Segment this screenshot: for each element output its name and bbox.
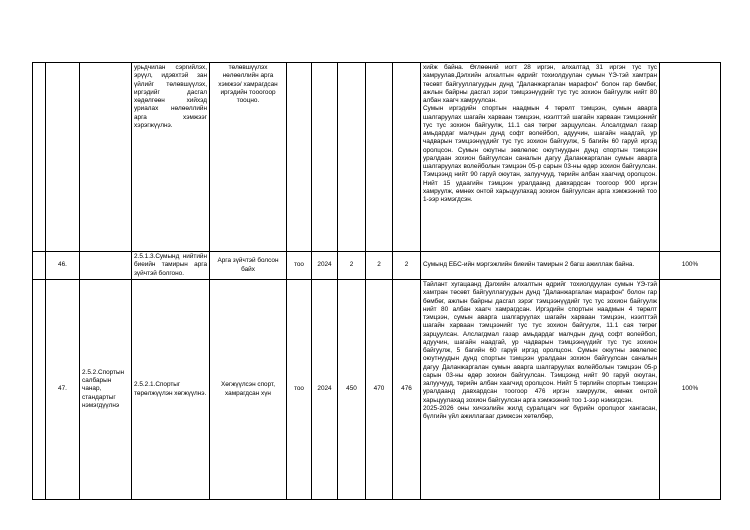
row-spacer [33, 63, 46, 252]
year-cell: 2024 [312, 252, 338, 280]
direction-cell: 2.5.2.Спортын салбарын чанар, стандартыг нэмэгдүүлнэ [80, 280, 132, 500]
table-row [33, 280, 721, 500]
actual-cell [393, 63, 421, 252]
unit-cell [287, 63, 312, 252]
table-row [33, 252, 721, 280]
row-number [46, 63, 80, 252]
indicator-cell: төлөвшүүлэх нөлөөллийн арга хэмжээ/ хамрагдсан иргэдийн тооогоор тооцно. [210, 63, 287, 252]
year-cell [312, 63, 338, 252]
indicator-cell: Хөгжүүлсэн спорт, хамрагдсан хүн [210, 280, 287, 500]
actual-cell: 2 [393, 252, 421, 280]
unit-cell: тоо [287, 280, 312, 500]
activity-cell: 2.5.2.1.Спортыг төрөлжүүлэн хөгжүүлнэ. [132, 280, 210, 500]
target-cell: 470 [366, 280, 393, 500]
plan-report-table [32, 62, 721, 500]
percent-cell: 100% [660, 252, 721, 280]
report-cell: хийж байна. Өглөөний иогт 28 иргэн, алхалтад 31 иргэн тус тус хамруулав.Дэлхийн алхалтын өдрийг тохиолдуулан сумын ҮЭ-тэй хамтран төсөвт байгууллагуудын дунд "Даланжаргалан марафон" болон гар бөмбөг, ажлын байрны дасгал зэрэг тэмцээнүүдийг тус тус зохион байгуулж нийт 80 албан хаагч хамруулсан. Сумын иргэдийн спортын наадмын 4 төрөлт тэмцээн, сумын аварга шалгаруулах шагайн харваан тэмцээн, нээлттэй шагайн харваан тэмцээнийг тус тус зохион байгуулж, 11.1 сая төгрөг зарцуулсан. Алсалгдмал газар амьдардаг малчдын дунд софт волейбол, адуучин, шагайн наадгай, ур чадварын тэмцээнүүдийг тус тус зохион байгуулж, 5 багийн 60 гаруй иргэд оролцсон. Сумын оюутны зөвлөлөс оюутнуудын дунд спортын тэмцээн уралдаан зохион байгуулсан саналын дагуу Даланжаргалан сумын аварга шалгаруулах волейболын тэмцээн 05-р сарын 03-ны өдөр зохион байгуулсан. Тэмцээнд нийт 90 гаруй оюутан, залуучууд, төрийн албан хаагчид оролцсон. Нийт 15 удаагийн тэмцээн уралдаанд давхардсан тоогоор 900 иргэн хамруулж, өмнөх онтой харьцуулахад зохион байгуулсан арга хэмжээний тоо 1-ээр нэмэгдсэн. [421, 63, 660, 252]
percent-cell [660, 63, 721, 252]
activity-cell: 2.5.1.3.Сумынд нийтийн биеийн тамирын арга зүйчтэй болгоно. [132, 252, 210, 280]
baseline-cell: 2 [338, 252, 366, 280]
indicator-cell: Арга зүйчтэй болсон байх [210, 252, 287, 280]
report-cell: Тайлант хугацаанд Дэлхийн алхалтын өдрийг тохиолдуулан сумын ҮЭ-тэй хамтран төсөвт байгууллагуудын дунд "Даланжаргалан марафон" болон гар бөмбөг, ажлын байрны дасгал зэрэг тэмцээнүүдийг тус тус зохион байгуулж нийт 80 албан хаагч хамрагдсан. Иргэдийн спортын наадмын 4 төрөлт тэмцээн, сумын аварга шалгаруулах шагайн харваан тэмцээн, нээлттэй шагайн харваан тэмцээнийг тус тус зохион байгуулж, 11.1 сая төгрөг зарцуулсан. Алслагдмал газар амьдардаг малчдын дунд софт волейбол, адуучин, шагайн наадгай, ур чадварын тэмцээнүүдийг тус тус зохион байгуулж, 5 багийн 60 гаруй иргэд оролцсон. Сумын оюутны зөвлөлөс оюутнуудын дунд спортын тэмцээн уралдаан зохион байгуулсан саналын дагуу Даланжаргалан сумын аварга шалгаруулах волейболын тэмцээн 05-р сарын 03-ны өдөр зохион байгуулсан. Тэмцээнд нийт 90 гаруй оюутан, залуучууд, төрийн албан хаагчид оролцсон. Нийт 5 төрлийн спортын тэмцээн уралдаанд давхардсан тоогоор 476 иргэн хамруулж, өмнөх онтой харьцуулахад зохион байгуулсан арга хэмжээний тоо 1-ээр нэмэгдсэн. 2025-2026 оны хичээлийн жилд суралцагч нэг бүрийн оролцоог хангасан, бүлгийн үйл ажиллагааг дэмжсэн хөтөлбөр, [421, 280, 660, 500]
activity-cell: урьдчилан сэргийлэх, эрүүл, идэвхтэй зан үйлийг төлөвшүүлэх, иргэдийг дасгал хөдөлгөөн хийхэд уриалах нөлөөллийн арга хэмжээг хэрэгжүүлнэ. [132, 63, 210, 252]
baseline-cell: 450 [338, 280, 366, 500]
direction-cell [80, 63, 132, 252]
row-spacer [33, 280, 46, 500]
direction-cell [80, 252, 132, 280]
target-cell [366, 63, 393, 252]
row-spacer [33, 252, 46, 280]
report-cell: Сумынд ЕБС-ийн мэргэжлийн биеийн тамирын 2 багш ажиллаж байна. [421, 252, 660, 280]
unit-cell: тоо [287, 252, 312, 280]
baseline-cell [338, 63, 366, 252]
table-row [33, 63, 721, 252]
actual-cell: 476 [393, 280, 421, 500]
year-cell: 2024 [312, 280, 338, 500]
target-cell: 2 [366, 252, 393, 280]
percent-cell: 100% [660, 280, 721, 500]
row-number: 47. [46, 280, 80, 500]
row-number: 46. [46, 252, 80, 280]
